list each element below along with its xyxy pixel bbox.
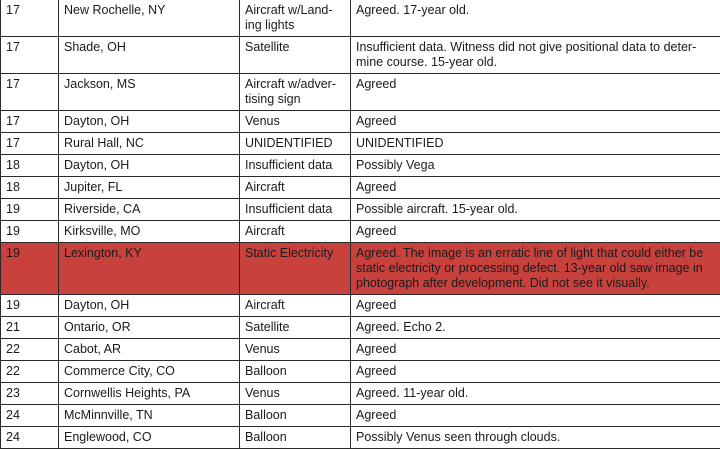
- table-row: [1, 317, 720, 339]
- cell-day: 18: [1, 155, 59, 177]
- cell-comment: Agreed: [351, 405, 720, 427]
- cell-explanation: Aircraft: [240, 295, 351, 317]
- cell-comment: Possibly Vega: [351, 155, 720, 177]
- cell-comment: Possibly Venus seen through clouds.: [351, 427, 720, 449]
- cell-explanation: Static Electricity: [240, 243, 351, 295]
- cell-explanation: Insufficient data: [240, 155, 351, 177]
- cell-explanation: Balloon: [240, 427, 351, 449]
- table-row: [1, 199, 720, 221]
- cell-explanation: Balloon: [240, 361, 351, 383]
- cell-day: 17: [1, 0, 59, 37]
- cell-day: 17: [1, 133, 59, 155]
- cell-explanation: Aircraft w/Land- ing lights: [240, 0, 351, 37]
- cell-day: 24: [1, 405, 59, 427]
- table-row: [1, 405, 720, 427]
- table-row: [1, 177, 720, 199]
- cell-location: Ontario, OR: [59, 317, 240, 339]
- cell-day: 18: [1, 177, 59, 199]
- cell-comment: Agreed: [351, 339, 720, 361]
- cell-location: Englewood, CO: [59, 427, 240, 449]
- cell-explanation: Aircraft: [240, 177, 351, 199]
- table-row: [1, 37, 720, 74]
- cell-day: 24: [1, 427, 59, 449]
- cell-location: Jupiter, FL: [59, 177, 240, 199]
- cell-comment: Agreed. The image is an erratic line of light that could either be static electricity or processing defect. 13-year old saw image in photograph after development. Did not see it visually.: [351, 243, 720, 295]
- cell-comment: Insufficient data. Witness did not give positional data to deter- mine course. 15-year old.: [351, 37, 720, 74]
- cell-day: 17: [1, 111, 59, 133]
- cell-location: Rural Hall, NC: [59, 133, 240, 155]
- cell-location: Riverside, CA: [59, 199, 240, 221]
- cell-day: 23: [1, 383, 59, 405]
- cell-comment: Possible aircraft. 15-year old.: [351, 199, 720, 221]
- table-row-highlighted: [1, 243, 720, 295]
- cell-comment: Agreed. 11-year old.: [351, 383, 720, 405]
- table-row: [1, 221, 720, 243]
- table-row: [1, 339, 720, 361]
- cell-comment: Agreed: [351, 295, 720, 317]
- cell-comment: Agreed: [351, 111, 720, 133]
- cell-location: Cornwellis Heights, PA: [59, 383, 240, 405]
- cell-location: New Rochelle, NY: [59, 0, 240, 37]
- cell-comment: Agreed. Echo 2.: [351, 317, 720, 339]
- cell-location: McMinnville, TN: [59, 405, 240, 427]
- cell-location: Kirksville, MO: [59, 221, 240, 243]
- cell-explanation: Balloon: [240, 405, 351, 427]
- table-row: [1, 74, 720, 111]
- cell-day: 19: [1, 199, 59, 221]
- cell-comment: Agreed: [351, 221, 720, 243]
- cell-comment: Agreed: [351, 177, 720, 199]
- cell-explanation: Satellite: [240, 37, 351, 74]
- cell-location: Jackson, MS: [59, 74, 240, 111]
- cell-comment: Agreed: [351, 361, 720, 383]
- cell-comment: Agreed. 17-year old.: [351, 0, 720, 37]
- cell-day: 19: [1, 295, 59, 317]
- cell-location: Cabot, AR: [59, 339, 240, 361]
- cell-comment: Agreed: [351, 74, 720, 111]
- cell-location: Dayton, OH: [59, 155, 240, 177]
- table-row: [1, 0, 720, 37]
- table-row: [1, 361, 720, 383]
- cell-explanation: Venus: [240, 111, 351, 133]
- table-row: [1, 295, 720, 317]
- cell-explanation: Venus: [240, 339, 351, 361]
- cell-day: 22: [1, 361, 59, 383]
- cell-day: 19: [1, 221, 59, 243]
- cell-explanation: Satellite: [240, 317, 351, 339]
- cell-day: 21: [1, 317, 59, 339]
- cell-explanation: Venus: [240, 383, 351, 405]
- cell-explanation: Insufficient data: [240, 199, 351, 221]
- table-body: [1, 0, 720, 449]
- cell-location: Dayton, OH: [59, 295, 240, 317]
- table-row: [1, 133, 720, 155]
- table-row: [1, 111, 720, 133]
- cell-location: Commerce City, CO: [59, 361, 240, 383]
- cell-day: 19: [1, 243, 59, 295]
- table-row: [1, 155, 720, 177]
- table-row: [1, 427, 720, 449]
- cell-explanation: Aircraft w/adver- tising sign: [240, 74, 351, 111]
- cell-day: 17: [1, 37, 59, 74]
- cell-location: Shade, OH: [59, 37, 240, 74]
- cell-day: 17: [1, 74, 59, 111]
- cell-explanation: UNIDENTIFIED: [240, 133, 351, 155]
- cell-day: 22: [1, 339, 59, 361]
- table-row: [1, 383, 720, 405]
- cell-comment: UNIDENTIFIED: [351, 133, 720, 155]
- cell-location: Lexington, KY: [59, 243, 240, 295]
- cell-location: Dayton, OH: [59, 111, 240, 133]
- cell-explanation: Aircraft: [240, 221, 351, 243]
